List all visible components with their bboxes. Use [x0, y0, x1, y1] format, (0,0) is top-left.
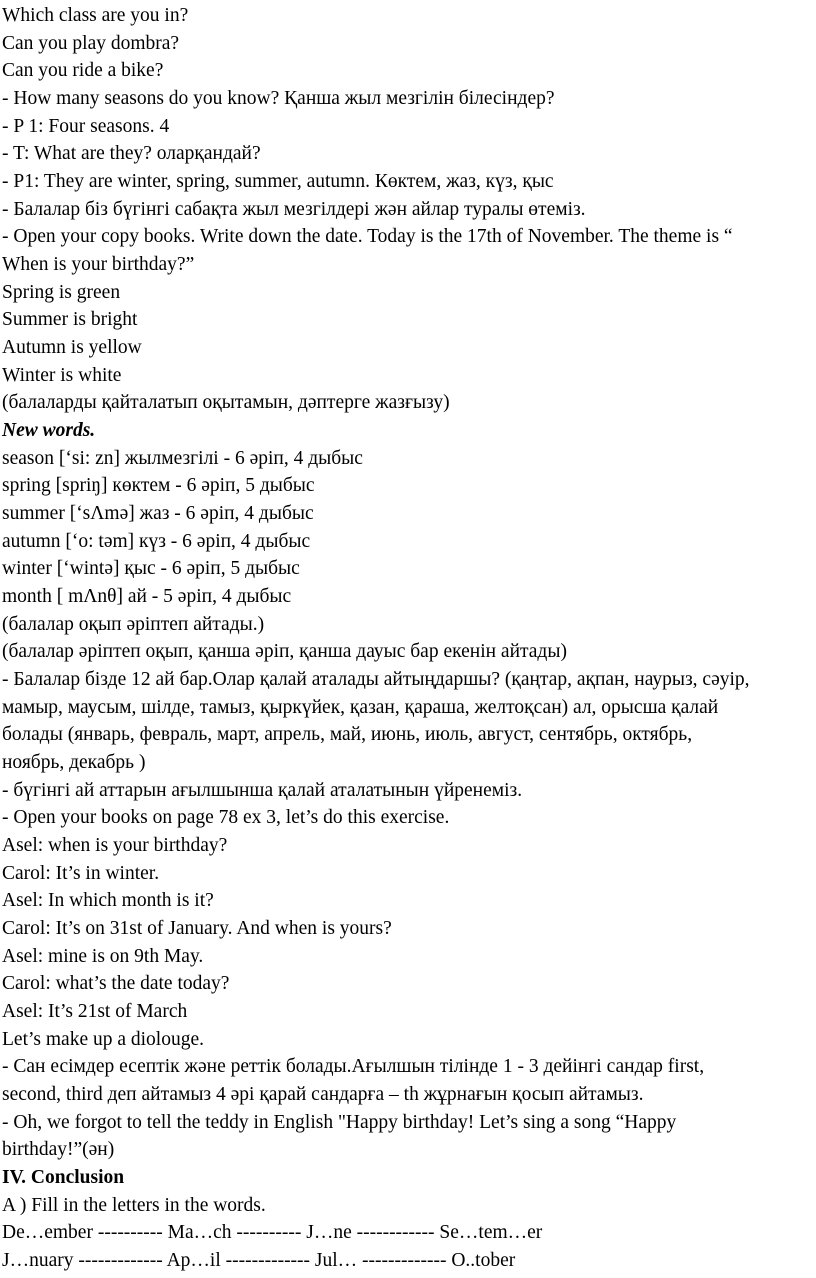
- text-line: When is your birthday?”: [2, 254, 195, 275]
- text-line: - Open your copy books. Write down the date. Today is the 17th of November. The theme is “: [2, 226, 733, 247]
- text-line: болады (январь, февраль, март, апрель, май, июнь, июль, август, сентябрь, октябрь,: [2, 724, 693, 745]
- text-line: Asel: mine is on 9th May.: [2, 946, 204, 967]
- text-line: J…nuary ------------- Ap…il ------------- Jul… ------------- O..tober: [2, 1250, 516, 1271]
- text-line: birthday!”(ән): [2, 1139, 115, 1160]
- text-line: Can you play dombra?: [2, 33, 180, 54]
- text-line: - Open your books on page 78 ex 3, let’s do this exercise.: [2, 807, 450, 828]
- text-line: second, third деп айтамыз 4 әрі қарай сандарға – th жұрнағын қосып айтамыз.: [2, 1084, 644, 1105]
- section-heading-new-words: New words.: [2, 420, 96, 441]
- text-line: summer [‘sΛmə] жаз - 6 әріп, 4 дыбыс: [2, 503, 314, 524]
- text-line: - Oh, we forgot to tell the teddy in English "Happy birthday! Let’s sing a song “Happy: [2, 1112, 677, 1133]
- text-line: Autumn is yellow: [2, 337, 142, 358]
- text-line: Spring is green: [2, 282, 121, 303]
- text-line: (балаларды қайталатып оқытамын, дәптерге жазғызу): [2, 392, 450, 413]
- text-line: Asel: In which month is it?: [2, 890, 214, 911]
- text-line: - How many seasons do you know? Қанша жыл мезгілін білесіндер?: [2, 88, 555, 109]
- text-line: De…ember ---------- Ma…ch ---------- J…ne ------------ Se…tem…er: [2, 1222, 543, 1243]
- text-line: A ) Fill in the letters in the words.: [2, 1195, 266, 1216]
- text-line: Carol: It’s in winter.: [2, 863, 160, 884]
- text-line: (балалар әріптеп оқып, қанша әріп, қанша дауыс бар екенін айтады): [2, 641, 567, 662]
- text-line: - Балалар бізде 12 ай бар.Олар қалай аталады айтыңдаршы? (қаңтар, ақпан, наурыз, сәуір,: [2, 669, 750, 690]
- text-line: - T: What are they? оларқандай?: [2, 143, 261, 164]
- text-line: spring [spriŋ] көктем - 6 әріп, 5 дыбыс: [2, 475, 315, 496]
- section-heading-conclusion: IV. Conclusion: [2, 1167, 125, 1188]
- text-line: season [‘si: zn] жылмезгілі - 6 әріп, 4 дыбыс: [2, 448, 363, 469]
- text-line: - Балалар біз бүгінгі сабақта жыл мезгілдері жән айлар туралы өтеміз.: [2, 199, 586, 220]
- text-line: мамыр, маусым, шілде, тамыз, қыркүйек, қазан, қараша, желтоқсан) ал, орысша қалай: [2, 697, 719, 718]
- text-line: autumn [‘o: təm] күз - 6 әріп, 4 дыбыс: [2, 531, 311, 552]
- text-line: - P 1: Four seasons. 4: [2, 116, 170, 137]
- text-line: ноябрь, декабрь ): [2, 752, 146, 773]
- text-line: Which class are you in?: [2, 5, 189, 26]
- text-line: Winter is white: [2, 365, 122, 386]
- text-line: Let’s make up a diolouge.: [2, 1029, 204, 1050]
- text-line: - Сан есімдер есептік және реттік болады.Ағылшын тілінде 1 - 3 дейінгі сандар first,: [2, 1056, 705, 1077]
- text-line: Carol: what’s the date today?: [2, 973, 230, 994]
- text-line: month [ mΛnθ] ай - 5 әріп, 4 дыбыс: [2, 586, 292, 607]
- text-line: winter [‘wintə] қыс - 6 әріп, 5 дыбыс: [2, 558, 300, 579]
- text-line: Can you ride a bike?: [2, 60, 164, 81]
- text-line: (балалар оқып әріптеп айтады.): [2, 614, 265, 635]
- text-line: - бүгінгі ай аттарын ағылшынша қалай аталатынын үйренеміз.: [2, 780, 523, 801]
- text-line: Asel: when is your birthday?: [2, 835, 228, 856]
- text-line: Carol: It’s on 31st of January. And when is yours?: [2, 918, 392, 939]
- text-line: Summer is bright: [2, 309, 138, 330]
- text-line: - P1: They are winter, spring, summer, autumn. Көктем, жаз, күз, қыс: [2, 171, 554, 192]
- text-line: Asel: It’s 21st of March: [2, 1001, 188, 1022]
